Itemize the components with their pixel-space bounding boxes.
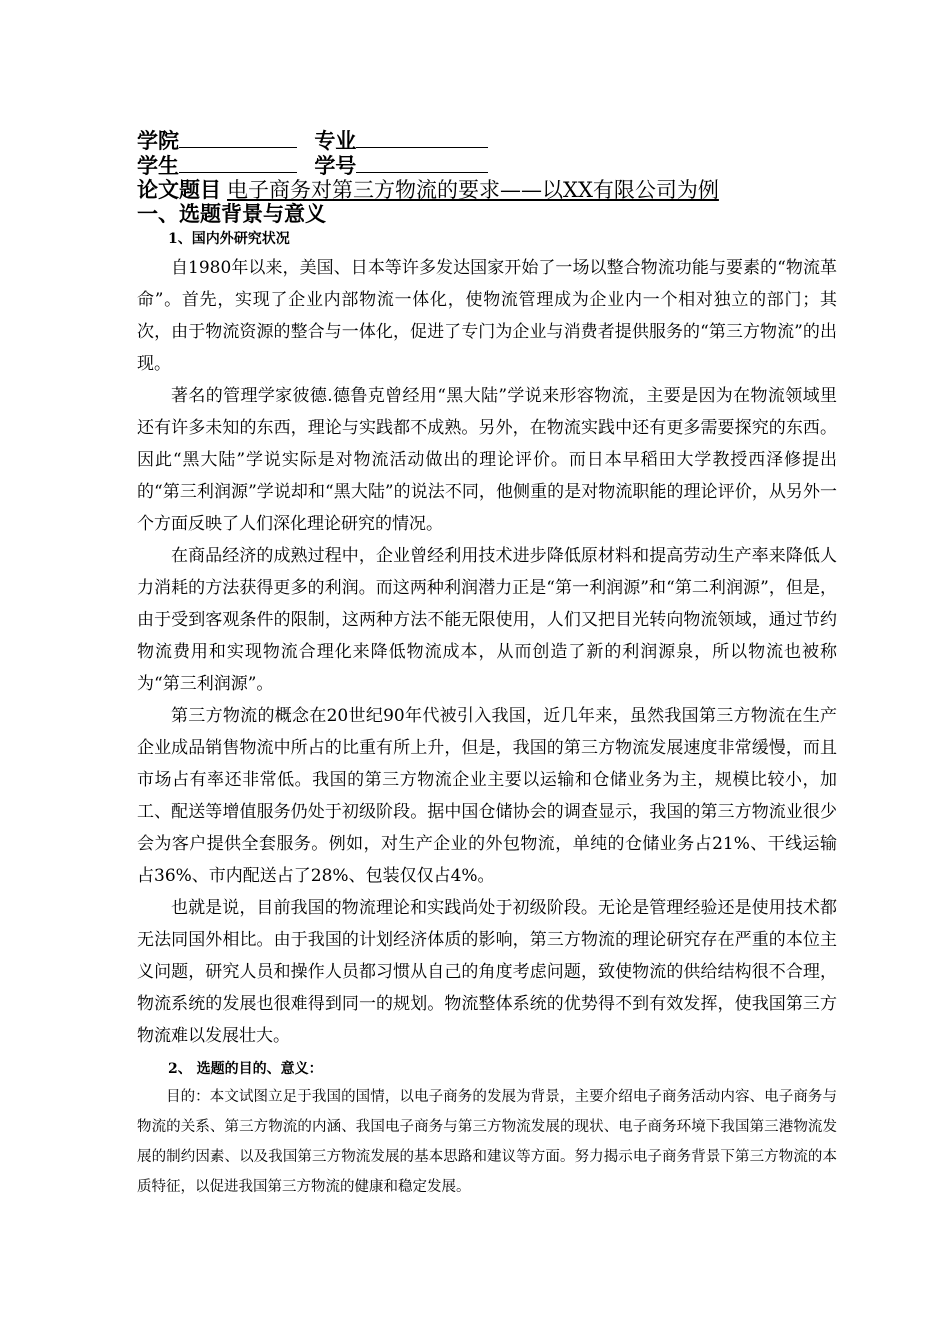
body-text — [137, 252, 837, 1052]
section-heading: 一、选题背景与意义 — [137, 201, 326, 226]
college-major-line — [137, 127, 488, 154]
student-id-line — [137, 152, 488, 179]
paragraph: 著名的管理学家彼德.德鲁克曾经用“黑大陆”学说来形容物流，主要是因为在物流领域里还有许多未知的东西，理论与实践都不成熟。另外，在物流实践中还有更多需要探究的东西。因此“黑大陆”学说实际是对物流活动做出的理论评价。而日本早稻田大学教授西泽修提出的“第三利润源”学说却和“黑大陆”的说法不同，他侧重的是对物流职能的理论评价，从另外一个方面反映了人们深化理论研究的情况。 — [137, 386, 837, 534]
paragraph: 自1980年以来，美国、日本等许多发达国家开始了一场以整合物流功能与要素的“物流革命”。首先，实现了企业内部物流一体化，使物流管理成为企业内一个相对独立的部门；其次，由于物流资源的整合与一体化，促进了专门为企业与消费者提供服务的“第三方物流”的出现。 — [137, 258, 837, 374]
thesis-title: 电子商务对第三方物流的要求——以XX有限公司为例 — [227, 178, 719, 202]
subheading-research-status: 1、国内外研究状况 — [168, 231, 290, 247]
student-id-label: 学号 — [314, 153, 357, 178]
paragraph: 也就是说，目前我国的物流理论和实践尚处于初级阶段。无论是管理经验还是使用技术都无法同国外相比。由于我国的计划经济体质的影响，第三方物流的理论研究存在严重的本位主义问题，研究人员和操作人员都习惯从自己的角度考虑问题，致使物流的供给结构很不合理，物流系统的发展也很难得到同一的规划。物流整体系统的优势得不到有效发挥，使我国第三方物流难以发展壮大。 — [137, 898, 837, 1046]
student-label: 学生 — [137, 153, 179, 178]
major-label: 专业 — [314, 128, 357, 153]
college-blank — [179, 127, 297, 148]
paragraph: 在商品经济的成熟过程中，企业曾经利用技术进步降低原材料和提高劳动生产率来降低人力消耗的方法获得更多的利润。而这两种利润潜力正是“第一利润源”和“第二利润源”，但是，由于受到客观条件的限制，这两种方法不能无限使用，人们又把目光转向物流领域，通过节约物流费用和实现物流合理化来降低物流成本，从而创造了新的利润源泉，所以物流也被称为“第三利润源”。 — [137, 546, 837, 694]
major-blank — [356, 127, 488, 148]
thesis-title-line — [137, 177, 719, 203]
purpose-paragraph: 目的：本文试图立足于我国的国情，以电子商务的发展为背景，主要介绍电子商务活动内容、电子商务与物流的关系、第三方物流的内涵、我国电子商务与第三方物流发展的现状、电子商务环境下我国第三港物流发展的制约因素、以及我国第三方物流发展的基本思路和建议等方面。努力揭示电子商务背景下第三方物流的本质特征，以促进我国第三方物流的健康和稳定发展。 — [137, 1089, 837, 1195]
thesis-label: 论文题目 — [137, 177, 221, 202]
student-id-blank — [356, 152, 488, 173]
purpose-text — [137, 1082, 837, 1202]
student-blank — [179, 152, 297, 173]
paragraph: 第三方物流的概念在20世纪90年代被引入我国，近几年来，虽然我国第三方物流在生产企业成品销售物流中所占的比重有所上升，但是，我国的第三方物流发展速度非常缓慢，而且市场占有率还非常低。我国的第三方物流企业主要以运输和仓储业务为主，规模比较小，加工、配送等增值服务仍处于初级阶段。据中国仓储协会的调查显示，我国的第三方物流业很少会为客户提供全套服务。例如，对生产企业的外包物流，单纯的仓储业务占21%、干线运输占36%、市内配送占了28%、包装仅仅占4%。 — [137, 706, 837, 886]
college-label: 学院 — [137, 128, 179, 153]
subheading-purpose: 2、 选题的目的、意义： — [168, 1061, 323, 1077]
